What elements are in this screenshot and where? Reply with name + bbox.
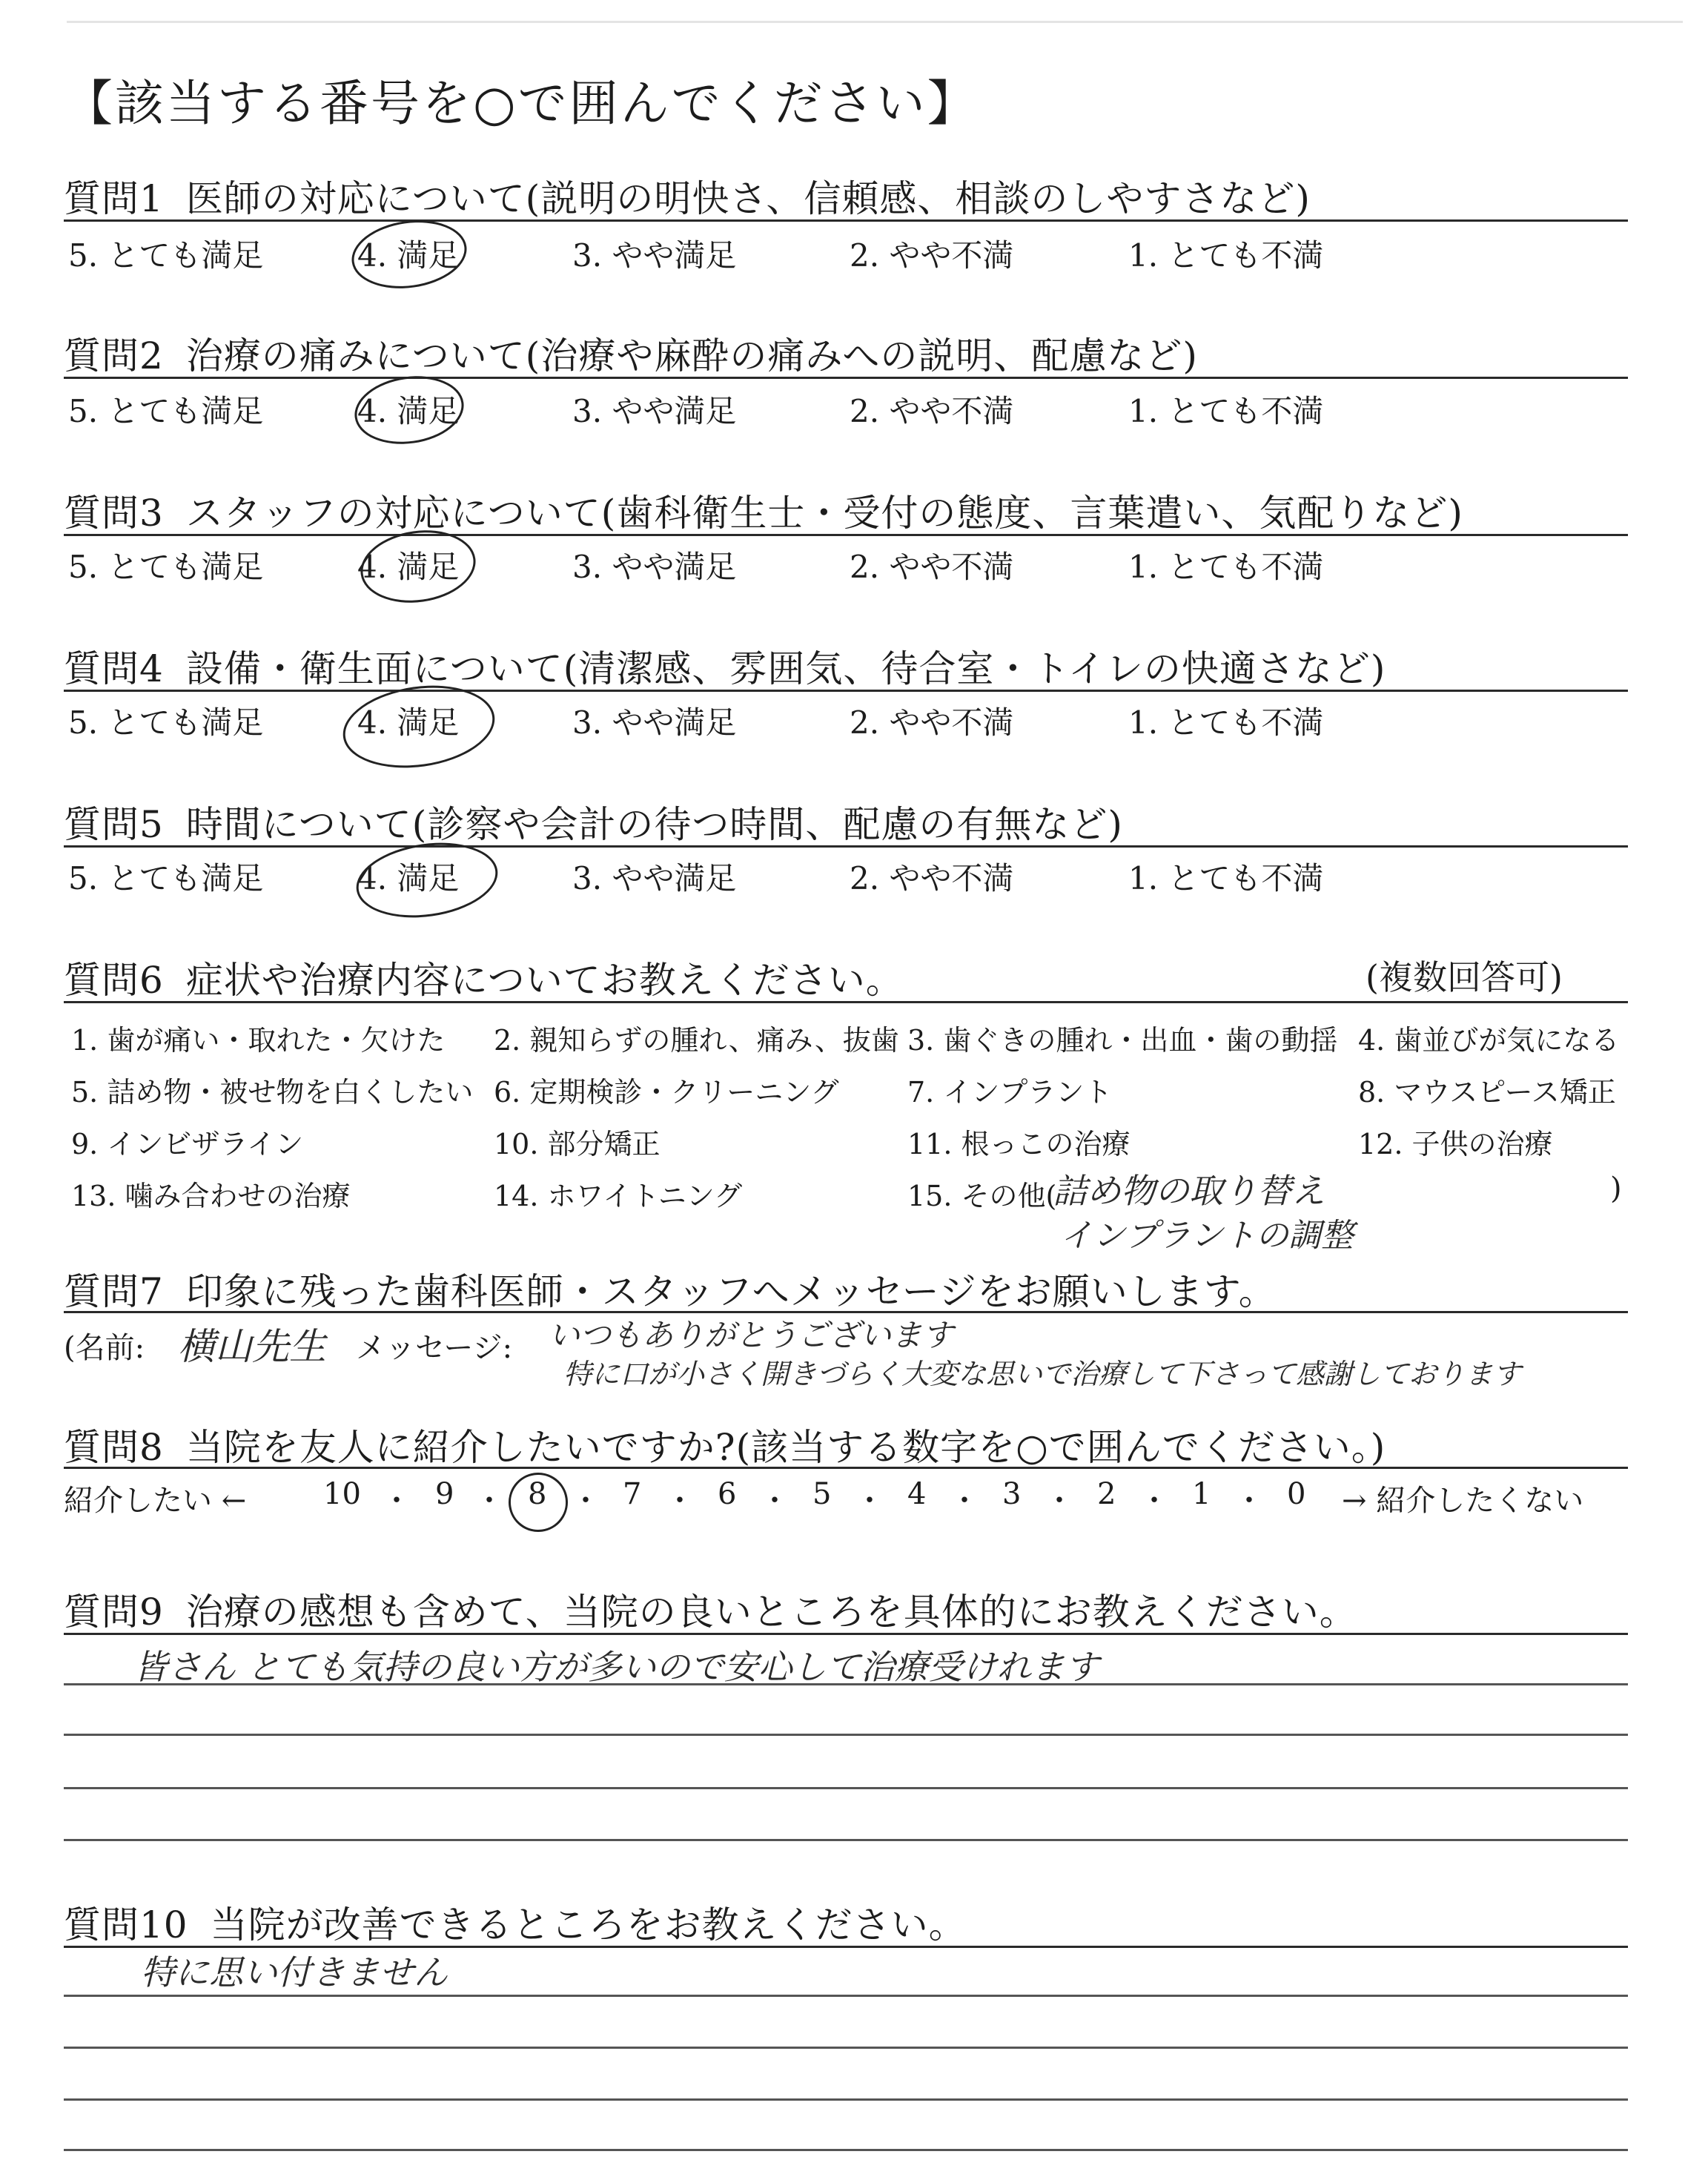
option-8[interactable]: 8. マウスピース矯正 bbox=[1358, 1076, 1616, 1109]
page-title: 【該当する番号を○で囲んでください】 bbox=[64, 75, 979, 132]
answer-line bbox=[64, 1683, 1628, 1685]
scale-value-4[interactable]: 4 bbox=[907, 1477, 927, 1511]
q10-answer: 特に思い付きません bbox=[141, 1952, 448, 1992]
scale-dot: ・ bbox=[1234, 1484, 1264, 1518]
scale-value-0[interactable]: 0 bbox=[1287, 1477, 1306, 1511]
option-5[interactable]: 5. 詰め物・被せ物を白くしたい bbox=[71, 1076, 474, 1109]
name-label: (名前: bbox=[64, 1331, 145, 1365]
option-6[interactable]: 6. 定期検診・クリーニング bbox=[494, 1076, 839, 1109]
selection-circle bbox=[347, 214, 471, 296]
q1-choice-5[interactable]: 5. とても満足 bbox=[68, 237, 264, 274]
q4-choice-2[interactable]: 2. やや不満 bbox=[850, 704, 1014, 741]
q3-choice-3[interactable]: 3. やや満足 bbox=[572, 549, 737, 585]
scale-value-1[interactable]: 1 bbox=[1192, 1477, 1211, 1511]
rule bbox=[64, 1633, 1628, 1635]
scale-dot: ・ bbox=[760, 1484, 790, 1518]
scale-value-5[interactable]: 5 bbox=[812, 1477, 832, 1511]
q2-choice-3[interactable]: 3. やや満足 bbox=[572, 393, 737, 429]
question-4: 質問4 設備・衛生面について(清潔感、雰囲気、待合室・トイレの快適さなど) bbox=[64, 647, 1386, 690]
scale-left-label: 紹介したい ← bbox=[64, 1484, 247, 1518]
selection-circle bbox=[505, 1469, 572, 1536]
option-15-close: ) bbox=[1610, 1172, 1622, 1206]
scale-value-9[interactable]: 9 bbox=[435, 1477, 454, 1511]
option-1[interactable]: 1. 歯が痛い・取れた・欠けた bbox=[71, 1024, 446, 1057]
scale-value-8[interactable]: 8 bbox=[528, 1477, 547, 1511]
question-8: 質問8 当院を友人に紹介したいですか?(該当する数字を○で囲んでください。) bbox=[64, 1426, 1386, 1469]
q5-choice-3[interactable]: 3. やや満足 bbox=[572, 860, 737, 896]
option-10[interactable]: 10. 部分矯正 bbox=[494, 1128, 661, 1160]
rule bbox=[64, 1001, 1628, 1003]
q2-choice-4[interactable]: 4. 満足 bbox=[357, 393, 460, 429]
selection-circle bbox=[350, 369, 468, 451]
question-9: 質問9 治療の感想も含めて、当院の良いところを具体的にお教えください。 bbox=[64, 1591, 1357, 1634]
option-12[interactable]: 12. 子供の治療 bbox=[1358, 1128, 1553, 1160]
scale-dot: ・ bbox=[474, 1484, 504, 1518]
answer-line bbox=[64, 1734, 1628, 1736]
scale-dot: ・ bbox=[855, 1484, 884, 1518]
q3-choice-4[interactable]: 4. 満足 bbox=[357, 549, 460, 585]
question-7: 質問7 印象に残った歯科医師・スタッフへメッセージをお願いします。 bbox=[64, 1270, 1277, 1313]
answer-line bbox=[64, 1995, 1628, 1997]
message-label: メッセージ: bbox=[356, 1331, 513, 1365]
q1-choice-4[interactable]: 4. 満足 bbox=[357, 237, 460, 274]
option-14[interactable]: 14. ホワイトニング bbox=[494, 1180, 743, 1212]
scale-dot: ・ bbox=[571, 1484, 600, 1518]
scale-value-6[interactable]: 6 bbox=[718, 1477, 737, 1511]
multi-answer-note: (複数回答可) bbox=[1366, 957, 1563, 997]
question-6: 質問6 症状や治療内容についてお教えください。 bbox=[64, 959, 904, 1002]
scale-value-7[interactable]: 7 bbox=[623, 1477, 642, 1511]
scale-dot: ・ bbox=[950, 1484, 979, 1518]
q5-choice-2[interactable]: 2. やや不満 bbox=[850, 860, 1014, 896]
option-4[interactable]: 4. 歯並びが気になる bbox=[1358, 1024, 1620, 1057]
rule bbox=[64, 534, 1628, 536]
rule bbox=[64, 845, 1628, 848]
option-3[interactable]: 3. 歯ぐきの腫れ・出血・歯の動揺 bbox=[907, 1024, 1338, 1057]
option-13[interactable]: 13. 噛み合わせの治療 bbox=[71, 1180, 351, 1212]
answer-line bbox=[64, 1839, 1628, 1841]
q1-choice-3[interactable]: 3. やや満足 bbox=[572, 237, 737, 274]
q3-choice-2[interactable]: 2. やや不満 bbox=[850, 549, 1014, 585]
other-answer-line1: 詰め物の取り替え bbox=[1053, 1171, 1325, 1211]
q2-choice-5[interactable]: 5. とても満足 bbox=[68, 393, 264, 429]
q5-choice-5[interactable]: 5. とても満足 bbox=[68, 860, 264, 896]
message-line-1: いつもありがとうございます bbox=[549, 1317, 954, 1353]
option-7[interactable]: 7. インプラント bbox=[907, 1076, 1113, 1109]
rule bbox=[64, 377, 1628, 379]
q4-choice-3[interactable]: 3. やや満足 bbox=[572, 704, 737, 741]
scale-value-10[interactable]: 10 bbox=[323, 1477, 361, 1511]
scale-dot: ・ bbox=[1139, 1484, 1169, 1518]
message-line-2: 特に口が小さく開きづらく大変な思いで治療して下さって感謝しております bbox=[563, 1358, 1522, 1390]
q2-choice-1[interactable]: 1. とても不満 bbox=[1128, 393, 1324, 429]
question-3: 質問3 スタッフの対応について(歯科衛生士・受付の態度、言葉遣い、気配りなど) bbox=[64, 492, 1463, 535]
question-10: 質問10 当院が改善できるところをお教えください。 bbox=[64, 1903, 967, 1946]
question-5: 質問5 時間について(診察や会計の待つ時間、配慮の有無など) bbox=[64, 803, 1123, 846]
answer-line bbox=[64, 2047, 1628, 2049]
q4-choice-4[interactable]: 4. 満足 bbox=[357, 704, 460, 741]
option-2[interactable]: 2. 親知らずの腫れ、痛み、抜歯 bbox=[494, 1024, 899, 1057]
q1-choice-1[interactable]: 1. とても不満 bbox=[1128, 237, 1324, 274]
other-answer-line2: インプラントの調整 bbox=[1060, 1217, 1354, 1255]
rule bbox=[64, 219, 1628, 222]
q3-choice-1[interactable]: 1. とても不満 bbox=[1128, 549, 1324, 585]
q2-choice-2[interactable]: 2. やや不満 bbox=[850, 393, 1014, 429]
question-1: 質問1 医師の対応について(説明の明快さ、信頼感、相談のしやすさなど) bbox=[64, 177, 1311, 220]
q5-choice-4[interactable]: 4. 満足 bbox=[357, 860, 460, 896]
scale-dot: ・ bbox=[382, 1484, 411, 1518]
answer-line bbox=[64, 2149, 1628, 2151]
staff-name: 横山先生 bbox=[178, 1325, 326, 1368]
answer-line bbox=[64, 1787, 1628, 1789]
option-15[interactable]: 15. その他( bbox=[907, 1180, 1057, 1212]
question-2: 質問2 治療の痛みについて(治療や麻酔の痛みへの説明、配慮など) bbox=[64, 334, 1198, 377]
q4-choice-5[interactable]: 5. とても満足 bbox=[68, 704, 264, 741]
option-11[interactable]: 11. 根っこの治療 bbox=[907, 1128, 1131, 1160]
q4-choice-1[interactable]: 1. とても不満 bbox=[1128, 704, 1324, 741]
answer-line bbox=[64, 2098, 1628, 2101]
rule bbox=[64, 690, 1628, 692]
rule bbox=[64, 1467, 1628, 1469]
scale-value-2[interactable]: 2 bbox=[1097, 1477, 1116, 1511]
top-border bbox=[67, 21, 1683, 23]
q9-answer: 皆さん とても気持の良い方が多いので安心して治療受けれます bbox=[133, 1647, 1099, 1687]
scale-value-3[interactable]: 3 bbox=[1002, 1477, 1022, 1511]
scale-dot: ・ bbox=[665, 1484, 695, 1518]
q3-choice-5[interactable]: 5. とても満足 bbox=[68, 549, 264, 585]
q1-choice-2[interactable]: 2. やや不満 bbox=[850, 237, 1014, 274]
scale-dot: ・ bbox=[1045, 1484, 1074, 1518]
scale-right-label: → 紹介したくない bbox=[1342, 1484, 1584, 1518]
q5-choice-1[interactable]: 1. とても不満 bbox=[1128, 860, 1324, 896]
option-9[interactable]: 9. インビザライン bbox=[71, 1128, 304, 1160]
